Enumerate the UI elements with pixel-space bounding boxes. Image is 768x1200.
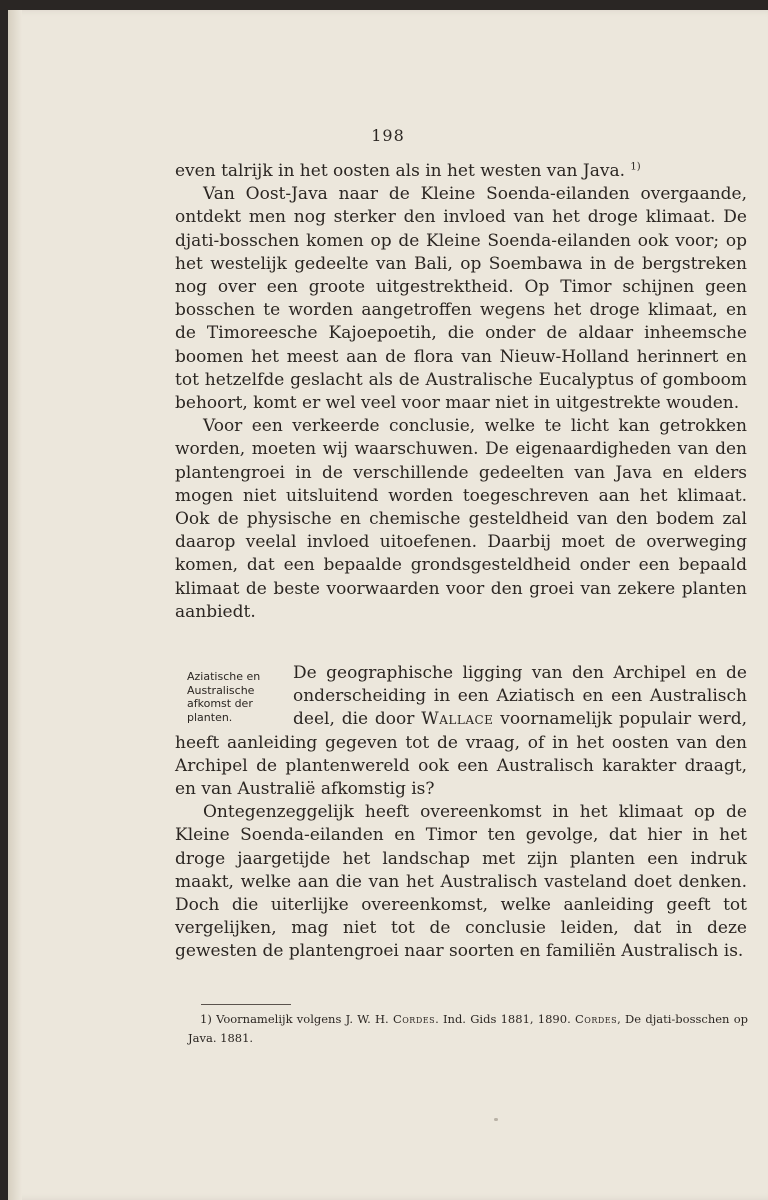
page-gutter-shadow bbox=[8, 10, 22, 1200]
paragraph-continuation bbox=[175, 160, 747, 183]
book-page bbox=[8, 10, 768, 1200]
main-text-top bbox=[175, 160, 747, 624]
paragraph: heeft aanleiding gegeven tot de vraag, of in het oosten van den Archipel de plantenwereld ook een Australisch karakter draagt, en van Australië afkomstig is? bbox=[175, 732, 747, 800]
footnote-author: Cordes bbox=[392, 1012, 436, 1026]
margin-note-line: planten. bbox=[187, 710, 233, 724]
lead-text: deel, die door bbox=[293, 709, 422, 730]
footnote bbox=[188, 1010, 748, 1048]
section-lead bbox=[175, 662, 747, 732]
paragraph: Van Oost-Java naar de Kleine Soenda-eilanden overgaande, ontdekt men nog sterker den invloed van het droge klimaat. De djati-bosschen komen op de Kleine Soenda-eilanden ook voor; op het westelijk gedeelte van Bali, op Soembawa in de bergstreken nog over een groote uitgestrektheid. Op Timor schijnen geen bosschen te worden aangetroffen wegens het droge klimaat, en de Timoreesche Kajoepoetih, die onder de aldaar inheemsche boomen het meest aan de flora van Nieuw-Holland herinnert en tot hetzelfde geslacht als de Australische Eucalyptus of gomboom behoort, komt er wel veel voor maar niet in uitgestrekte wouden. bbox=[175, 184, 747, 414]
lead-text: voornamelijk populair werd, bbox=[493, 709, 747, 730]
margin-note-line: Aziatische en bbox=[187, 670, 261, 683]
lead-line bbox=[293, 708, 747, 731]
footnote-marker: 1) bbox=[200, 1012, 212, 1026]
page-number: 198 bbox=[371, 126, 405, 145]
paper-speck bbox=[494, 1118, 498, 1121]
section-text bbox=[175, 662, 747, 964]
margin-note-line: Australische bbox=[187, 683, 255, 697]
footnote-author: Cordes bbox=[575, 1012, 618, 1026]
footnote-reference: 1) bbox=[630, 161, 641, 173]
footnote-segment: Voornamelijk volgens J. W. H. bbox=[211, 1012, 393, 1026]
paragraph-text: even talrijk in het oosten als in het westen van Java. bbox=[175, 161, 625, 181]
footnote-segment: . Ind. Gids 1881, 1890. bbox=[435, 1012, 575, 1026]
paragraph: Ontegenzeggelijk heeft overeenkomst in het klimaat op de Kleine Soenda-eilanden en Timor ten gevolge, dat hier in het droge jaargetijde het landschap met zijn planten een indruk maakt, welke aan die van het Australisch vasteland doet denken. Doch die uiterlijke overeenkomst, welke aanleiding geeft tot vergelijken, mag niet tot de conclusie leiden, dat in deze gewesten de plantengroei naar soorten en familiën Australisch is. bbox=[175, 802, 747, 962]
lead-line: onderscheiding in een Aziatisch en een Australisch bbox=[293, 686, 747, 707]
lead-line: De geographische ligging van den Archipel en de bbox=[293, 663, 747, 683]
paragraph: Voor een verkeerde conclusie, welke te licht kan getrokken worden, moeten wij waarschuwen. De eigenaardigheden van den plantengroei in de verschillende gedeelten van Java en elders mogen niet uitsluitend worden toegeschreven aan het klimaat. Ook de physische en chemische gesteldheid van den bodem zal daarop veelal invloed uitoefenen. Daarbij moet de overweging komen, dat een bepaalde grondsgesteldheid onder een bepaald klimaat de beste voorwaarden voor den groei van zekere planten aanbiedt. bbox=[175, 416, 747, 622]
footnote-divider bbox=[201, 1004, 291, 1005]
author-name: Wallace bbox=[421, 709, 494, 730]
footnote-segment: , De djati-bosschen op Java. 1881. bbox=[188, 1012, 748, 1045]
margin-note-line: afkomst der bbox=[187, 697, 253, 710]
footnote-text bbox=[188, 1010, 748, 1048]
